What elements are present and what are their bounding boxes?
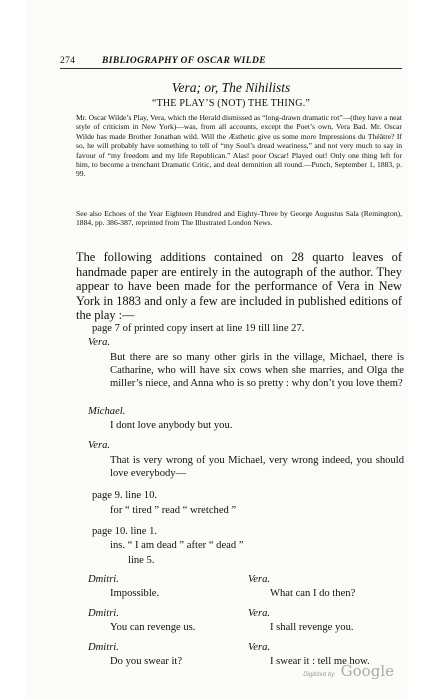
page10-edit: ins. “ I am dead ” after “ dead ” <box>110 540 244 551</box>
see-also-note: See also Echoes of the Year Eighteen Hundred and Eighty-Three by George Augustus Sala (Remington), 1884, pp. 386-387, reprinted from The Illustrated London News. <box>76 209 402 228</box>
page10-note: page 10. line 1. <box>92 526 158 537</box>
speaker-vera: Vera. <box>248 574 271 585</box>
section-title: Vera; or, The Nihilists <box>171 80 291 95</box>
page9-edit: for “ tired ” read “ wretched ” <box>110 505 237 516</box>
line5-note: line 5. <box>128 555 155 566</box>
google-watermark <box>303 662 394 681</box>
speaker-dmitri: Dmitri. <box>88 608 119 619</box>
page9-note: page 9. line 10. <box>92 490 158 501</box>
page7-note: page 7 of printed copy insert at line 19 till line 27. <box>92 323 305 334</box>
book-page <box>26 0 408 699</box>
vera-line: What can I do then? <box>270 588 356 599</box>
speaker-vera: Vera. <box>248 642 271 653</box>
vera-line: I shall revenge you. <box>270 622 354 633</box>
dmitri-line: Impossible. <box>110 588 160 599</box>
running-title: BIBLIOGRAPHY OF OSCAR WILDE <box>102 56 266 66</box>
vera-speech: That is very wrong of you Michael, very wrong indeed, you should love everybody— <box>110 455 404 480</box>
michael-speech: I dont love anybody but you. <box>110 420 233 431</box>
speaker-dmitri: Dmitri. <box>88 642 119 653</box>
header-rule <box>60 68 402 69</box>
section-subtitle: “THE PLAY’S (NOT) THE THING.” <box>151 98 311 109</box>
dmitri-line: Do you swear it? <box>110 656 183 667</box>
speaker-vera: Vera. <box>248 608 271 619</box>
dmitri-line: You can revenge us. <box>110 622 196 633</box>
vera-line: I swear it : tell me how. <box>270 656 370 667</box>
speaker-michael: Michael. <box>88 406 126 417</box>
google-logo: Google <box>340 662 394 680</box>
intro-paragraph: The following additions contained on 28 quarto leaves of handmade paper are entirely in the autograph of the author. They appear to have been made for the performance of Vera in New York in 1883 and only a few are included in published editions of the play :— <box>76 250 402 323</box>
speaker-vera: Vera. <box>88 337 111 348</box>
page-number: 274 <box>60 56 76 66</box>
review-quotation: Mr. Oscar Wilde’s Play, Vera, which the Herald dismissed as “long-drawn dramatic rot”—(they have a neat style of criticism in New York)—was, from all accounts, except the Poet’s own, Vera Bad. Mr. Oscar Wilde has made Brother Jonathan wild. Will the Æsthetic give us some more Impressions du Théâtre? If so, he will probably have something to tell of “my Soul’s dread weariness,” and not very much to say in favour of “my freedom and my life Republican.” Alas! poor Oscar! Played out! Only one thing left for him, to become a trenchant Dramatic Critic, and deal demnition all round.—Punch, September 1, 1883, p. 99. <box>76 113 402 179</box>
digitized-by-label: Digitized by <box>303 672 335 678</box>
speaker-dmitri: Dmitri. <box>88 574 119 585</box>
vera-speech: But there are so many other girls in the village, Michael, there is Catharine, who will have six cows when she marries, and Olga the miller’s niece, and Anna who is so pretty : why don’t you love them? <box>110 352 404 390</box>
speaker-vera: Vera. <box>88 440 111 451</box>
